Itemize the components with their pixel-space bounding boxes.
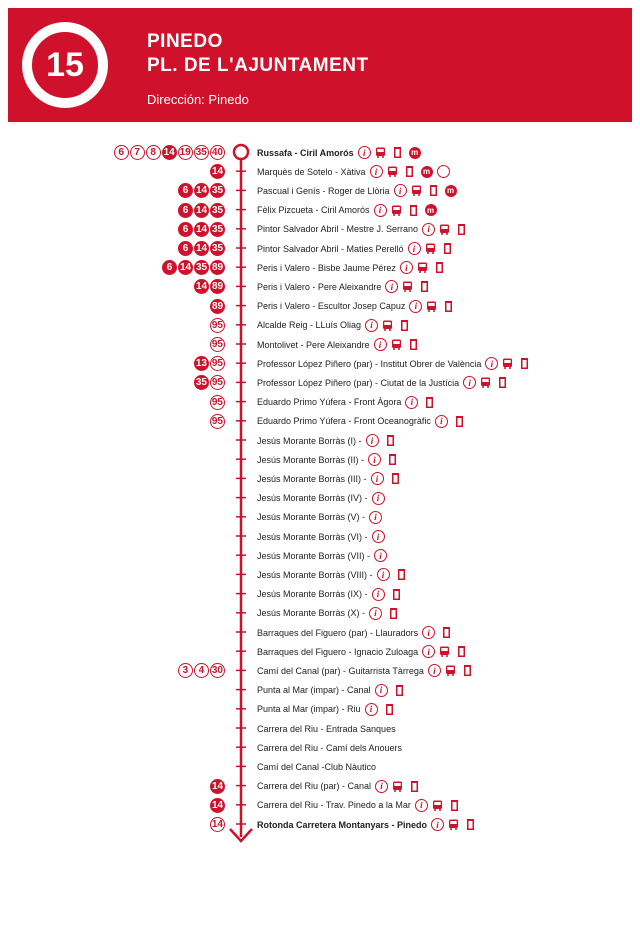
stop-row	[0, 181, 640, 200]
bus-icon	[425, 243, 436, 254]
info-icon: i	[422, 645, 435, 658]
stop-row	[0, 604, 640, 623]
connection-line-badge: 35	[195, 147, 207, 158]
info-icon: i	[365, 319, 378, 332]
connection-line-badge: 35	[195, 377, 207, 389]
stop-name: Fèlix Pizcueta - Ciril Amorós	[257, 205, 370, 216]
bus-icon	[439, 224, 450, 235]
stop-name-group	[257, 335, 417, 354]
stop-name: Carrera del Riu (par) - Canal	[257, 781, 372, 792]
stop-name: Russafa - Ciril Amorós	[257, 147, 354, 158]
stop-row	[0, 335, 640, 354]
info-icon: i	[358, 146, 371, 159]
stop-row	[0, 585, 640, 604]
connection-line-badge: 8	[146, 145, 161, 160]
info-icon: i	[375, 780, 388, 793]
stop-name: Rotonda Carretera Montanyars - Pinedo	[257, 819, 428, 830]
bin-icon	[464, 665, 471, 676]
connection-badges	[210, 393, 225, 412]
stop-row	[0, 757, 640, 776]
connection-badges	[210, 335, 225, 354]
stop-name-group	[257, 681, 403, 700]
stop-row	[0, 316, 640, 335]
bus-icon	[391, 205, 402, 216]
stop-name-group	[257, 527, 385, 546]
destination-subtitle: PL. DE L'AJUNTAMENT	[147, 55, 369, 76]
connection-line-badge: 95	[211, 415, 223, 427]
stop-name-group	[257, 412, 463, 431]
stop-name: Camí del Canal (par) - Guitarrista Tàrrega	[257, 665, 424, 676]
stop-name-group	[257, 642, 465, 661]
stop-name-group	[257, 431, 394, 450]
stop-name: Jesús Morante Borràs (VIII) -	[257, 569, 373, 580]
stop-name-group	[257, 796, 458, 815]
bus-icon	[502, 358, 513, 369]
connection-line-badge: 14	[195, 204, 208, 216]
info-icon: i	[375, 684, 388, 697]
bin-icon	[398, 569, 405, 580]
stop-name-group	[257, 546, 387, 565]
connection-badges	[210, 815, 225, 834]
stop-name-group	[257, 585, 400, 604]
stop-name: Marquès de Sotelo - Xàtiva	[257, 166, 366, 177]
stop-name: Punta al Mar (impar) - Riu	[257, 704, 361, 715]
stop-row	[0, 143, 640, 162]
stop-name-group	[257, 604, 397, 623]
bin-icon	[445, 301, 452, 312]
info-icon: i	[365, 703, 378, 716]
connection-badges	[210, 412, 225, 431]
connection-line-badge: 14	[195, 243, 208, 254]
info-icon: i	[372, 492, 385, 505]
stop-row	[0, 815, 640, 834]
connection-line-badge: 14	[195, 281, 208, 293]
stop-row	[0, 489, 640, 508]
info-icon: i	[372, 530, 385, 543]
stop-name: Camí del Canal -Club Nàutico	[257, 761, 377, 772]
connection-badges	[210, 777, 225, 796]
stop-name: Punta al Mar (impar) - Canal	[257, 685, 371, 696]
bin-icon	[410, 339, 417, 350]
connection-badges	[210, 162, 225, 181]
info-icon: i	[415, 799, 428, 812]
stop-row	[0, 508, 640, 527]
stop-name-group	[257, 258, 443, 277]
stop-row	[0, 220, 640, 239]
bin-icon	[458, 646, 465, 657]
info-icon: i	[431, 818, 444, 831]
stop-name-group	[257, 297, 452, 316]
connection-line-badge: 14	[211, 166, 224, 178]
info-icon: i	[435, 415, 448, 428]
connection-line-badge: 7	[130, 145, 145, 160]
bus-icon	[382, 320, 393, 331]
stop-name: Carrera del Riu - Trav. Pinedo a la Mar	[257, 800, 411, 811]
stop-name-group	[257, 181, 457, 200]
info-icon: i	[463, 376, 476, 389]
bus-icon	[480, 377, 491, 388]
stop-row	[0, 623, 640, 642]
stop-name-group	[257, 162, 450, 181]
connection-badges	[210, 796, 225, 815]
stop-row	[0, 642, 640, 661]
stop-row	[0, 527, 640, 546]
stop-name: Carrera del Riu - Entrada Sanques	[257, 723, 396, 734]
connection-line-badge: 19	[179, 147, 191, 158]
connection-line-badge: 14	[195, 223, 208, 235]
stop-name-group	[257, 277, 428, 296]
bus-icon	[402, 281, 413, 292]
stop-name: Jesús Morante Borràs (III) -	[257, 473, 367, 484]
info-icon: i	[405, 396, 418, 409]
stop-row	[0, 393, 640, 412]
stop-row	[0, 431, 640, 450]
connection-badges	[210, 316, 225, 335]
connection-line-badge: 35	[211, 185, 224, 197]
bin-icon	[394, 147, 401, 158]
connection-line-badge: 13	[195, 358, 207, 370]
stop-row	[0, 565, 640, 584]
connection-badges	[178, 201, 225, 220]
stop-name: Professor López Piñero (par) - Institut Obrer de València	[257, 358, 482, 369]
connection-line-badge: 89	[211, 262, 224, 274]
connection-line-badge: 35	[211, 204, 224, 216]
stop-name-group	[257, 393, 433, 412]
stop-name: Carrera del Riu - Camí dels Anouers	[257, 742, 403, 753]
connection-line-badge: 95	[211, 377, 223, 389]
info-icon: i	[369, 607, 382, 620]
bin-icon	[390, 608, 397, 619]
connection-line-badge: 95	[211, 339, 223, 350]
connection-line-badge: 35	[195, 262, 208, 274]
info-icon: i	[372, 588, 385, 601]
stop-name-group	[257, 508, 382, 527]
info-icon: i	[422, 626, 435, 639]
bus-icon	[375, 147, 386, 158]
stop-name: Jesús Morante Borràs (VII) -	[257, 550, 371, 561]
stop-name-group	[257, 738, 402, 757]
stop-row	[0, 239, 640, 258]
connection-badges	[178, 220, 225, 239]
connection-line-badge: 6	[162, 260, 177, 275]
stop-row	[0, 201, 640, 220]
connection-line-badge: 14	[211, 799, 224, 811]
stop-name-group	[257, 469, 399, 488]
connection-line-badge: 30	[211, 665, 223, 677]
bin-icon	[396, 685, 403, 696]
connection-line-badge: 6	[178, 203, 193, 218]
metro-icon: m	[445, 185, 457, 197]
stop-row	[0, 546, 640, 565]
connection-line-badge: 6	[114, 145, 129, 160]
bus-icon	[439, 646, 450, 657]
stop-name-group	[257, 661, 471, 680]
info-icon: i	[400, 261, 413, 274]
connection-line-badge: 14	[163, 147, 175, 158]
info-icon: i	[371, 472, 384, 485]
connection-badges	[194, 373, 225, 392]
destination-title: PINEDO	[147, 31, 223, 52]
stop-name: Barraques del Figuero - Ignacio Zuloaga	[257, 646, 419, 657]
bus-icon	[417, 262, 428, 273]
bin-icon	[389, 454, 396, 465]
stop-name: Eduardo Primo Yúfera - Front Àgora	[257, 397, 402, 408]
stop-name-group	[257, 489, 385, 508]
stop-row	[0, 354, 640, 373]
bin-icon	[387, 435, 394, 446]
metro-icon: m	[421, 166, 433, 178]
info-icon: i	[428, 664, 441, 677]
bin-icon	[393, 589, 400, 600]
connection-line-badge: 14	[179, 262, 192, 274]
bin-icon	[386, 704, 393, 715]
stop-name: Jesús Morante Borràs (VI) -	[257, 531, 368, 542]
bin-icon	[451, 800, 458, 811]
connection-line-badge: 89	[211, 300, 224, 312]
stop-name-group	[257, 815, 474, 834]
stop-name-group	[257, 623, 450, 642]
bin-icon	[443, 627, 450, 638]
stop-row	[0, 777, 640, 796]
stop-name: Jesús Morante Borràs (IV) -	[257, 493, 368, 504]
bin-icon	[411, 781, 418, 792]
connection-badges	[178, 661, 225, 680]
stop-name-group	[257, 565, 405, 584]
bus-icon	[391, 339, 402, 350]
info-icon: i	[369, 511, 382, 524]
connection-line-badge: 14	[211, 780, 224, 792]
stop-name: Pascual i Genís - Roger de Llòria	[257, 185, 390, 196]
bus-icon	[432, 800, 443, 811]
stop-row	[0, 681, 640, 700]
stop-row	[0, 469, 640, 488]
bin-icon	[392, 473, 399, 484]
stop-row	[0, 796, 640, 815]
connection-line-badge: 14	[195, 185, 208, 197]
stop-name-group	[257, 777, 418, 796]
connection-line-badge: 95	[211, 396, 223, 408]
info-icon: i	[408, 242, 421, 255]
line-number: 15	[46, 45, 84, 84]
info-icon: i	[374, 549, 387, 562]
stop-name: Jesús Morante Borràs (II) -	[257, 454, 365, 465]
connection-badges	[210, 297, 225, 316]
stop-row	[0, 258, 640, 277]
bin-icon	[458, 224, 465, 235]
stop-name: Peris i Valero - Bisbe Jaume Pérez	[257, 262, 396, 273]
stop-name-group	[257, 700, 393, 719]
connection-line-badge: 14	[211, 819, 223, 830]
connection-line-badge: 3	[178, 663, 193, 678]
stop-row	[0, 277, 640, 296]
stop-name: Pintor Salvador Abril - Mestre J. Serrano	[257, 224, 419, 235]
metro-icon: m	[409, 147, 421, 159]
clock-icon	[437, 165, 450, 178]
connection-line-badge: 6	[178, 222, 193, 237]
connection-line-badge: 4	[194, 663, 209, 678]
stop-name-group	[257, 354, 528, 373]
stop-row	[0, 162, 640, 181]
stop-row	[0, 661, 640, 680]
stop-name: Peris i Valero - Pere Aleixandre	[257, 281, 382, 292]
connection-line-badge: 6	[178, 241, 193, 256]
bin-icon	[436, 262, 443, 273]
bin-icon	[467, 819, 474, 830]
info-icon: i	[374, 338, 387, 351]
stop-name: Alcalde Reig - LLuís Oliag	[257, 320, 362, 331]
stop-name: Eduardo Primo Yúfera - Front Oceanogràfic	[257, 416, 431, 427]
info-icon: i	[377, 568, 390, 581]
stop-name: Professor López Piñero (par) - Ciutat de la Justícia	[257, 377, 460, 388]
stop-name: Peris i Valero - Escultor Josep Capuz	[257, 301, 406, 312]
bus-icon	[387, 166, 398, 177]
stop-row	[0, 700, 640, 719]
bus-icon	[426, 301, 437, 312]
stop-name-group	[257, 373, 506, 392]
bin-icon	[499, 377, 506, 388]
bus-icon	[448, 819, 459, 830]
connection-badges	[194, 354, 225, 373]
stop-name-group	[257, 719, 396, 738]
stop-row	[0, 738, 640, 757]
info-icon: i	[374, 204, 387, 217]
bin-icon	[421, 281, 428, 292]
stop-name-group	[257, 201, 437, 220]
stop-row	[0, 450, 640, 469]
connection-badges	[178, 239, 225, 258]
connection-line-badge: 35	[211, 243, 224, 254]
stop-name: Jesús Morante Borràs (X) -	[257, 608, 366, 619]
connection-line-badge: 35	[211, 223, 224, 235]
bin-icon	[426, 397, 433, 408]
direction-label: Dirección: Pinedo	[147, 92, 249, 107]
info-icon: i	[368, 453, 381, 466]
stop-name-group	[257, 450, 396, 469]
metro-icon: m	[425, 204, 437, 216]
connection-line-badge: 89	[211, 281, 224, 293]
stop-name: Jesús Morante Borràs (I) -	[257, 435, 362, 446]
info-icon: i	[366, 434, 379, 447]
connection-line-badge: 6	[178, 183, 193, 198]
bin-icon	[456, 416, 463, 427]
bus-icon	[445, 665, 456, 676]
stop-row	[0, 719, 640, 738]
bus-icon	[392, 781, 403, 792]
stop-name-group	[257, 757, 376, 776]
stop-name-group	[257, 316, 408, 335]
info-icon: i	[385, 280, 398, 293]
connection-badges	[194, 277, 225, 296]
connection-badges	[178, 181, 225, 200]
stop-row	[0, 412, 640, 431]
connection-line-badge: 95	[211, 358, 223, 370]
info-icon: i	[485, 357, 498, 370]
bin-icon	[444, 243, 451, 254]
bin-icon	[410, 205, 417, 216]
info-icon: i	[394, 184, 407, 197]
bin-icon	[430, 185, 437, 196]
stop-name: Jesús Morante Borràs (V) -	[257, 512, 366, 523]
bus-icon	[411, 185, 422, 196]
stop-name-group	[257, 239, 451, 258]
bin-icon	[401, 320, 408, 331]
stop-name-group	[257, 143, 421, 162]
stop-name: Montolivet - Pere Aleixandre	[257, 339, 370, 350]
stop-row	[0, 373, 640, 392]
bin-icon	[406, 166, 413, 177]
info-icon: i	[370, 165, 383, 178]
connection-line-badge: 40	[211, 147, 223, 158]
stop-name: Barraques del Figuero (par) - Llauradors	[257, 627, 419, 638]
stop-row	[0, 297, 640, 316]
info-icon: i	[422, 223, 435, 236]
bin-icon	[521, 358, 528, 369]
connection-badges	[162, 258, 225, 277]
connection-line-badge: 95	[211, 319, 223, 331]
stop-name-group	[257, 220, 465, 239]
stop-name: Pintor Salvador Abril - Maties Perelló	[257, 243, 404, 254]
info-icon: i	[409, 300, 422, 313]
stop-name: Jesús Morante Borràs (IX) -	[257, 589, 368, 600]
connection-badges	[114, 143, 225, 162]
